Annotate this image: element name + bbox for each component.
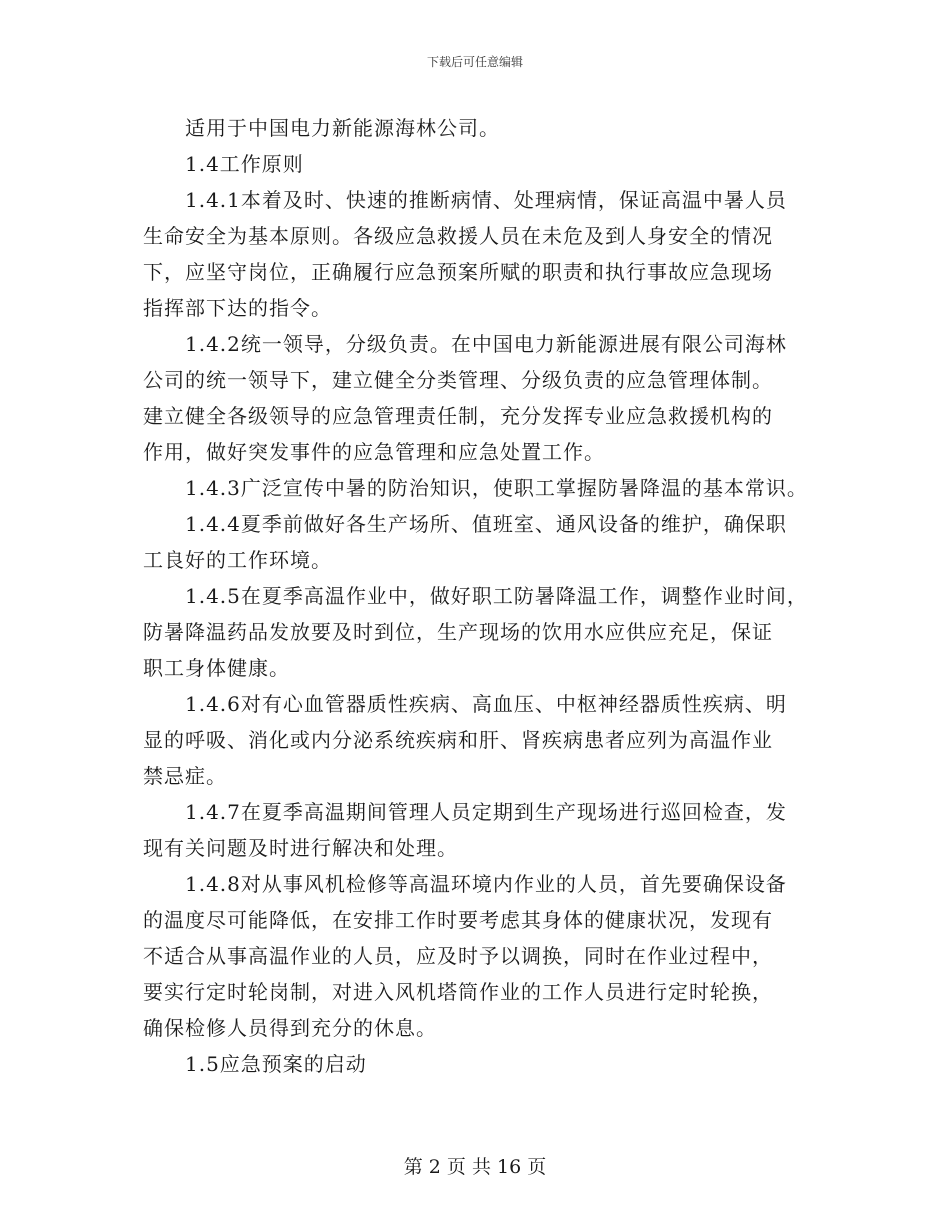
text-line: 工良好的工作环境。 xyxy=(143,548,332,572)
text-line: 下，应坚守岗位，正确履行应急预案所赋的职责和执行事故应急现场 xyxy=(143,260,773,284)
text-line: 禁忌症。 xyxy=(143,764,227,788)
text-line: 1.4.5在夏季高温作业中，做好职工防暑降温工作，调整作业时间， xyxy=(143,584,808,608)
text-line: 生命安全为基本原则。各级应急救援人员在未危及到人身安全的情况 xyxy=(143,224,773,248)
text-line: 指挥部下达的指令。 xyxy=(143,296,332,320)
text-line: 确保检修人员得到充分的休息。 xyxy=(143,1016,437,1040)
text-line: 1.4工作原则 xyxy=(143,152,304,176)
text-line: 作用，做好突发事件的应急管理和应急处置工作。 xyxy=(143,440,605,464)
text-line: 现有关问题及时进行解决和处理。 xyxy=(143,836,458,860)
text-line: 不适合从事高温作业的人员，应及时予以调换，同时在作业过程中， xyxy=(143,944,773,968)
text-line: 要实行定时轮岗制，对进入风机塔筒作业的工作人员进行定时轮换， xyxy=(143,980,773,1004)
text-line: 建立健全各级领导的应急管理责任制，充分发挥专业应急救援机构的 xyxy=(143,404,773,428)
text-line: 1.4.4夏季前做好各生产场所、值班室、通风设备的维护，确保职 xyxy=(143,512,787,536)
text-line: 1.4.3广泛宣传中暑的防治知识，使职工掌握防暑降温的基本常识。 xyxy=(143,476,808,500)
text-line: 1.4.2统一领导，分级负责。在中国电力新能源进展有限公司海林 xyxy=(143,332,787,356)
page-number-footer: 第 2 页 共 16 页 xyxy=(403,1156,547,1178)
text-line: 公司的统一领导下，建立健全分类管理、分级负责的应急管理体制。 xyxy=(143,368,773,392)
text-line: 1.4.1本着及时、快速的推断病情、处理病情，保证高温中暑人员 xyxy=(143,188,787,212)
text-line: 1.5应急预案的启动 xyxy=(143,1052,367,1076)
text-line: 1.4.7在夏季高温期间管理人员定期到生产现场进行巡回检查，发 xyxy=(143,800,787,824)
text-line: 1.4.6对有心血管器质性疾病、高血压、中枢神经器质性疾病、明 xyxy=(143,692,787,716)
text-line: 职工身体健康。 xyxy=(143,656,290,680)
document-body xyxy=(143,110,833,1082)
text-line: 防暑降温药品发放要及时到位，生产现场的饮用水应供应充足，保证 xyxy=(143,620,773,644)
text-line: 显的呼吸、消化或内分泌系统疾病和肝、肾疾病患者应列为高温作业 xyxy=(143,728,773,752)
text-line: 的温度尽可能降低，在安排工作时要考虑其身体的健康状况，发现有 xyxy=(143,908,773,932)
text-line: 适用于中国电力新能源海林公司。 xyxy=(143,116,500,140)
page-header: 下载后可任意编辑 xyxy=(426,55,523,69)
text-line: 1.4.8对从事风机检修等高温环境内作业的人员，首先要确保设备 xyxy=(143,872,787,896)
